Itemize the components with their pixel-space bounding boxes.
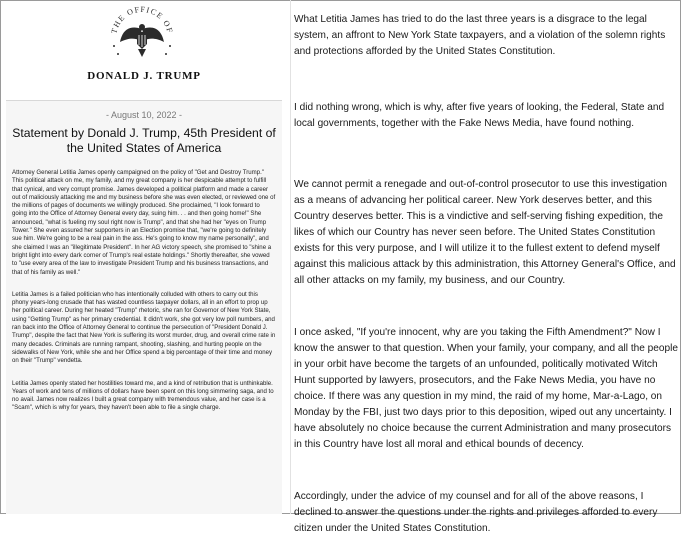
column-divider xyxy=(290,0,291,514)
statement-card xyxy=(6,100,282,514)
statement-paragraph: Letitia James is a failed politician who has intentionally colluded with others to carry out this phony years-long crusade that has wasted countless taxpayer dollars, all in an effort to prop up her political career. During her heated "Trump" rhetoric, she ran for Governor of New York State, using "Getting Trump" as her primary credential. It didn't work, she got very low poll numbers, and ran back into the Office of Attorney General to continue the persecution of "President Donald J. Trump", despite the fact that New York is suffering its worst murder, drug, and overall crime rate in many decades. Criminals are running rampant, shooting, slashing, and hurting people on the sidewalks of New York, while she and her Office spend a big percentage of their time and money on their "Trump" vendetta. xyxy=(12,290,276,365)
statement-title: Statement by Donald J. Trump, 45th President of the United States of America xyxy=(12,126,276,155)
body-paragraph: Accordingly, under the advice of my counsel and for all of the above reasons, I declined to answer the questions under the rights and privileges afforded to every citizen under the United States Constitution. xyxy=(294,491,658,534)
body-paragraph: I once asked, "If you're innocent, why are you taking the Fifth Amendment?" Now I know the answer to that question. When your family, your company, and all the people in your orbit have become the targets of an unfounded, politically motivated Witch Hunt supported by lawyers, prosecutors, and the Fake News Media, you have no choice. If there was any question in my mind, the raid of my home, Mar-a-Lago, on Monday by the FBI, just two days prior to this deposition, wiped out any uncertainty. I have absolutely no choice because the current Administration and many prosecutors in this Country have lost all moral and ethical bounds of decency. xyxy=(294,327,678,450)
statement-image xyxy=(6,0,282,514)
presidential-seal-logo xyxy=(106,2,178,62)
statement-paragraph: Letitia James openly stated her hostilities toward me, and a kind of retribution that is unthinkable. Years of work and tens of millions of dollars have been spent on this long simmering saga, and to no avail. James now realizes I built a great company with tremendous value, and her case is a "Scam", which is why for years, they haven't been able to file a single charge. xyxy=(12,379,274,412)
body-paragraph: We cannot permit a renegade and out-of-control prosecutor to use this investigation as a means of advancing her political career. New York deserves better, and this Country deserves better. This is a vindictive and self-serving fishing expedition, the likes of which our Country has never seen before. The United States Constitution exists for this very purpose, and I will utilize it to the fullest extent to defend myself against this malicious attack by this administration, this Attorney General's Office, and all other attacks on my family, my business, and our Country. xyxy=(294,179,676,286)
statement-date: - August 10, 2022 - xyxy=(105,110,183,120)
body-paragraph: I did nothing wrong, which is why, after five years of looking, the Federal, State and local governments, together with the Fake News Media, have found nothing. xyxy=(294,102,665,129)
body-paragraph: What Letitia James has tried to do the last three years is a disgrace to the legal system, an affront to New York State taxpayers, and a violation of the solemn rights and protections afforded by the United States Constitution. xyxy=(294,14,666,57)
seal-text: THE OFFICE OF xyxy=(109,4,175,35)
svg-text:THE OFFICE OF xyxy=(109,5,174,35)
statement-continuation xyxy=(294,12,678,537)
office-name: DONALD J. TRUMP xyxy=(87,70,201,82)
statement-paragraph: Attorney General Letitia James openly campaigned on the policy of "Get and Destroy Trump." This political attack on me, my family, and my great company is her despicable attempt to fulfill that cynical, and very corrupt promise. James developed a political platform and made a career out of maliciously attacking me and my business before she was even elected, or reviewed one of the millions of pages of documents we willingly produced. She proclaimed, "I look forward to going into the Office of Attorney General every day, suing him. . . and then going home!" She announced, "what is fueling my soul right now is Trump", and that she had her "eyes on Trump Tower." She even assured her supporters in an Election promise that, "we're going to definitely sue him. We're going to be a real pain in the ass. He's going to know my name personally", and she claimed I was an "illegitimate President". In her AG victory speech, she promised to "shine a bright light into every dark corner of Trump's real estate holdings." Shortly thereafter, she vowed to "use every area of the law to investigate President Trump and his business transactions, and that of his family as well." xyxy=(12,169,276,276)
